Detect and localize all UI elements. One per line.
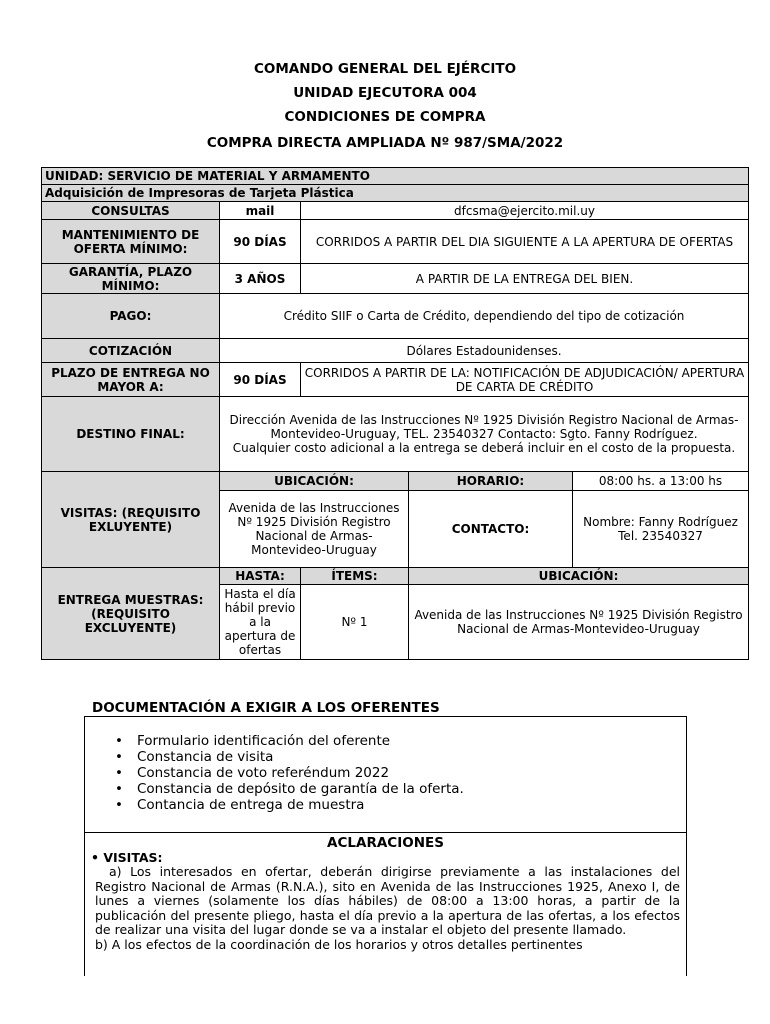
plazo-days: 90 DÍAS bbox=[220, 363, 301, 397]
header-line-4: COMPRA DIRECTA AMPLIADA Nº 987/SMA/2022 bbox=[206, 135, 564, 151]
visitas-contacto-header: CONTACTO: bbox=[409, 491, 573, 568]
list-item: • Contancia de entrega de muestra bbox=[137, 797, 686, 813]
cotizacion-value: Dólares Estadounidenses. bbox=[220, 339, 749, 363]
mantenimiento-label: MANTENIMIENTO DE OFERTA MÍNIMO: bbox=[42, 220, 220, 264]
mantenimiento-days: 90 DÍAS bbox=[220, 220, 301, 264]
pago-value: Crédito SIIF o Carta de Crédito, dependiendo del tipo de cotización bbox=[220, 294, 749, 339]
muestras-ubicacion-header: UBICACIÓN: bbox=[409, 568, 749, 585]
plazo-label: PLAZO DE ENTREGA NO MAYOR A: bbox=[42, 363, 220, 397]
list-item: • Constancia de visita bbox=[137, 749, 686, 765]
destino-value bbox=[220, 397, 749, 472]
aclaraciones-paragraph-a: a) Los interesados en ofertar, deberán dirigirse previamente a las instalaciones del Registro Nacional de Armas (R.N.A.), sito en Avenida de las Instrucciones 1925, Anexo I, de lunes a viernes (solamente los días hábiles) de 08:00 a 13:00 horas, a partir de la publicación del presente pliego, hasta el día previo a la apertura de las ofertas, a los efectos de realizar una visita del lugar donde se va a instalar el objeto del presente llamado. bbox=[95, 864, 680, 937]
pago-label: PAGO: bbox=[42, 294, 220, 339]
consultas-email: dfcsma@ejercito.mil.uy bbox=[301, 202, 749, 220]
mantenimiento-value: CORRIDOS A PARTIR DEL DIA SIGUIENTE A LA APERTURA DE OFERTAS bbox=[301, 220, 749, 264]
garantia-label: GARANTÍA, PLAZO MÍNIMO: bbox=[42, 264, 220, 294]
adquisicion-row: Adquisición de Impresoras de Tarjeta Plástica bbox=[42, 185, 749, 202]
muestras-hasta: Hasta el día hábil previo a la apertura de ofertas bbox=[220, 585, 301, 660]
consultas-type: mail bbox=[220, 202, 301, 220]
destino-address: Dirección Avenida de las Instrucciones Nº 1925 División Registro Nacional de Armas-Montevideo-Uruguay, TEL. 23540327 Contacto: Sgto. Fanny Rodríguez. bbox=[229, 413, 739, 441]
aclaraciones-paragraph-b: b) A los efectos de la coordinación de los horarios y otros detalles pertinentes bbox=[95, 936, 583, 952]
destino-note: Cualquier costo adicional a la entrega se deberá incluir en el costo de la propuesta. bbox=[232, 441, 736, 455]
list-item: • Formulario identificación del oferente bbox=[137, 733, 686, 749]
consultas-label: CONSULTAS bbox=[42, 202, 220, 220]
visitas-horario: 08:00 hs. a 13:00 hs bbox=[573, 472, 749, 491]
visitas-ubicacion: Avenida de las Instrucciones Nº 1925 División Registro Nacional de Armas-Montevideo-Uruguay bbox=[220, 491, 409, 568]
garantia-value: A PARTIR DE LA ENTREGA DEL BIEN. bbox=[301, 264, 749, 294]
visitas-contacto: Nombre: Fanny Rodríguez Tel. 23540327 bbox=[573, 491, 749, 568]
cotizacion-label: COTIZACIÓN bbox=[42, 339, 220, 363]
muestras-items: Nº 1 bbox=[301, 585, 409, 660]
visitas-subtitle: • VISITAS: bbox=[91, 850, 163, 865]
plazo-value: CORRIDOS A PARTIR DE LA: NOTIFICACIÓN DE ADJUDICACIÓN/ APERTURA DE CARTA DE CRÉDITO bbox=[301, 363, 749, 397]
visitas-horario-header: HORARIO: bbox=[409, 472, 573, 491]
documentacion-list bbox=[85, 717, 686, 813]
list-item: • Constancia de depósito de garantía de la oferta. bbox=[137, 781, 686, 797]
documentacion-box bbox=[84, 716, 687, 833]
muestras-ubicacion: Avenida de las Instrucciones Nº 1925 División Registro Nacional de Armas-Montevideo-Uruguay bbox=[409, 585, 749, 660]
visitas-label: VISITAS: (REQUISITO EXLUYENTE) bbox=[42, 472, 220, 568]
header-line-2: UNIDAD EJECUTORA 004 bbox=[293, 85, 477, 101]
muestras-items-header: ÍTEMS: bbox=[301, 568, 409, 585]
aclaraciones-box bbox=[84, 832, 687, 976]
documentacion-title: DOCUMENTACIÓN A EXIGIR A LOS OFERENTES bbox=[92, 700, 440, 716]
muestras-hasta-header: HASTA: bbox=[220, 568, 301, 585]
unidad-row: UNIDAD: SERVICIO DE MATERIAL Y ARMAMENTO bbox=[42, 168, 749, 185]
conditions-table bbox=[41, 167, 749, 660]
destino-label: DESTINO FINAL: bbox=[42, 397, 220, 472]
header-line-3: CONDICIONES DE COMPRA bbox=[284, 109, 486, 125]
garantia-years: 3 AÑOS bbox=[220, 264, 301, 294]
visitas-ubicacion-header: UBICACIÓN: bbox=[220, 472, 409, 491]
muestras-label: ENTREGA MUESTRAS: (REQUISITO EXCLUYENTE) bbox=[42, 568, 220, 660]
aclaraciones-title: ACLARACIONES bbox=[327, 835, 444, 851]
header-line-1: COMANDO GENERAL DEL EJÉRCITO bbox=[253, 61, 517, 77]
list-item: • Constancia de voto referéndum 2022 bbox=[137, 765, 686, 781]
